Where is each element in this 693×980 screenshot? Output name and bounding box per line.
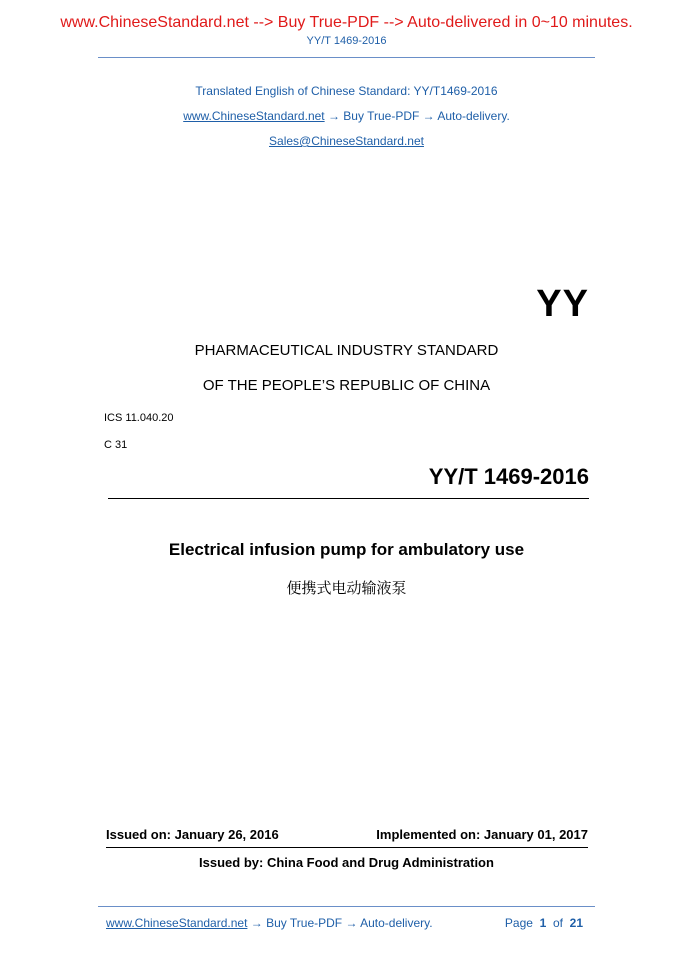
- ics-code: ICS 11.040.20: [104, 412, 174, 424]
- footer-buy-text: → Buy True-PDF → Auto-delivery.: [247, 916, 433, 930]
- issued-on: Issued on: January 26, 2016: [106, 827, 279, 842]
- page-word: Page: [504, 916, 533, 930]
- code-rule: [108, 498, 589, 499]
- page-total: 21: [569, 916, 583, 930]
- sales-email-link[interactable]: Sales@ChineseStandard.net: [269, 134, 424, 148]
- title-english: Electrical infusion pump for ambulatory use: [168, 540, 525, 559]
- yy-mark: YY: [536, 283, 589, 325]
- standard-code: YY/T 1469-2016: [428, 464, 589, 489]
- sales-line: [0, 134, 693, 148]
- title-chinese: 便携式电动输液泵: [286, 579, 407, 597]
- standard-line-2: OF THE PEOPLE’S REPUBLIC OF CHINA: [202, 377, 491, 394]
- header-divider: [98, 57, 595, 58]
- translated-note: Translated English of Chinese Standard: YY/T1469-2016: [195, 84, 498, 98]
- issued-by: Issued by: China Food and Drug Administration: [199, 855, 494, 870]
- header-doc-code: YY/T 1469-2016: [306, 35, 387, 47]
- intro-link-line: [0, 109, 693, 123]
- footer-link-line: [106, 916, 433, 930]
- footer-site-link[interactable]: www.ChineseStandard.net: [106, 916, 248, 930]
- buy-text: → Buy True-PDF → Auto-delivery.: [324, 109, 510, 123]
- implemented-on: Implemented on: January 01, 2017: [376, 827, 588, 842]
- page-number: 1: [539, 916, 547, 930]
- footer-divider: [98, 906, 595, 907]
- of-word: of: [552, 916, 563, 930]
- page-indicator: [505, 916, 583, 930]
- ccs-code: C 31: [104, 439, 128, 451]
- standard-line-1: PHARMACEUTICAL INDUSTRY STANDARD: [194, 342, 499, 359]
- site-link[interactable]: www.ChineseStandard.net: [183, 109, 325, 123]
- dates-rule: [106, 847, 588, 848]
- top-banner[interactable]: www.ChineseStandard.net --> Buy True-PDF --> Auto-delivered in 0~10 minutes.: [60, 14, 633, 31]
